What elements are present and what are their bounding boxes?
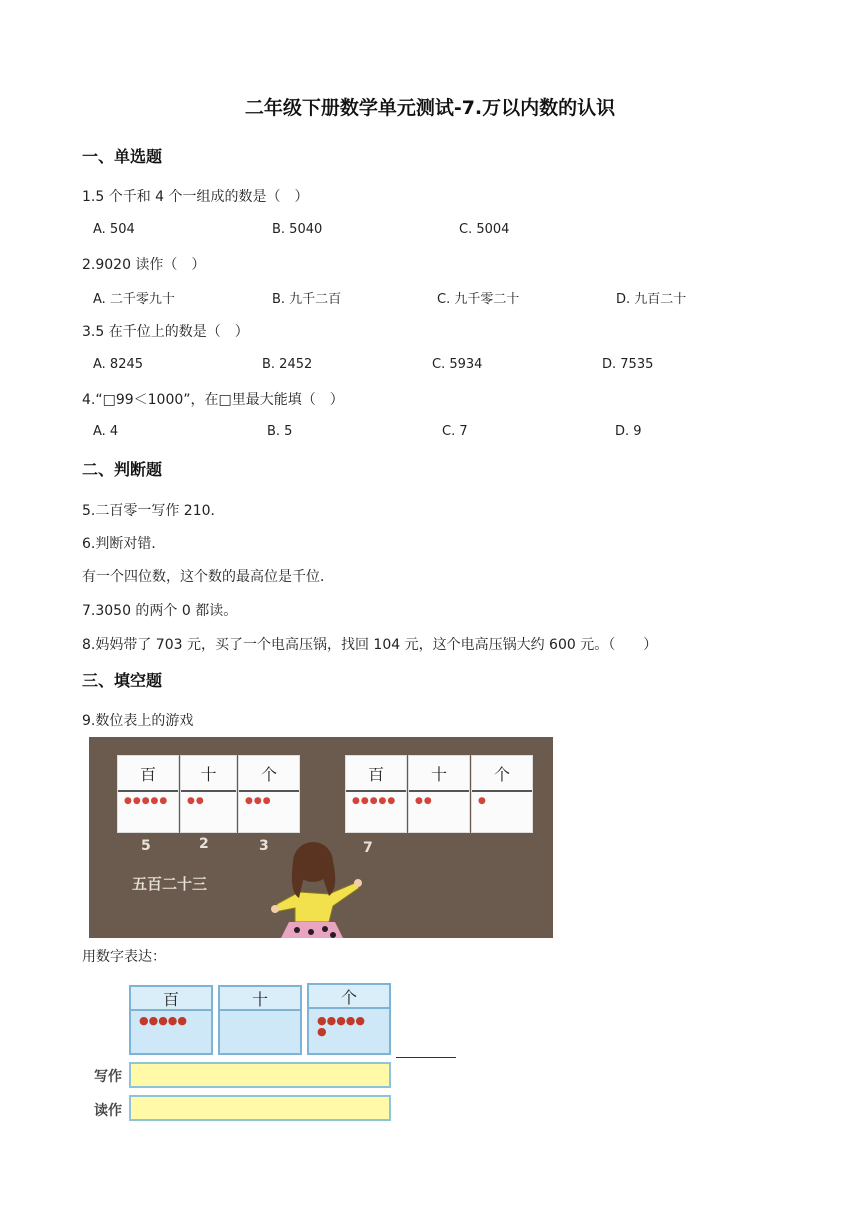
q4-option-b[interactable]: B. 5 (267, 424, 293, 439)
chalk-digit: 3 (259, 838, 269, 854)
q3-option-c[interactable]: C. 5934 (432, 357, 483, 372)
answer-hundreds-column (129, 985, 213, 1055)
board-right-ones (471, 755, 533, 833)
express-in-digits-prompt: 用数字表达： (82, 949, 166, 965)
question-4-stem: 4.“□99＜1000”，在□里最大能填（ ） (82, 392, 344, 408)
section-heading-true-false: 二、判断题 (82, 460, 163, 479)
girl-figure (259, 832, 369, 938)
bead-dots: ● (478, 796, 487, 806)
section-heading-single-choice: 一、单选题 (82, 147, 163, 166)
write-answer-box[interactable] (129, 1062, 391, 1088)
column-header: 百 (346, 756, 406, 792)
section-heading-fill-blank: 三、填空题 (82, 671, 163, 690)
question-2-stem: 2.9020 读作（ ） (82, 257, 206, 273)
write-label: 写作 (94, 1069, 122, 1085)
board-left-tens (180, 755, 237, 833)
q1-option-a[interactable]: A. 504 (93, 222, 135, 237)
question-1-stem: 1.5 个千和 4 个一组成的数是（ ） (82, 189, 309, 205)
board-left-table (117, 755, 301, 833)
chalk-digit: 7 (363, 840, 373, 856)
column-header: 百 (118, 756, 178, 792)
board-right-table (345, 755, 534, 833)
q4-option-d[interactable]: D. 9 (615, 424, 642, 439)
bead-dots: ●●● (245, 796, 272, 806)
question-9: 9.数位表上的游戏 (82, 713, 194, 729)
answer-ones-column (307, 983, 391, 1055)
board-left-hundreds (117, 755, 179, 833)
read-answer-box[interactable] (129, 1095, 391, 1121)
bead-dots: ● (317, 1025, 327, 1038)
question-6-statement: 有一个四位数，这个数的最高位是千位． (82, 569, 334, 585)
bead-dots: ●●●●● (317, 1014, 365, 1027)
place-value-board-illustration (89, 737, 553, 938)
bead-dots: ●● (415, 796, 433, 806)
question-7: 7.3050 的两个 0 都读。 (82, 603, 238, 619)
column-header: 个 (309, 985, 389, 1009)
page-title: 二年级下册数学单元测试-7.万以内数的认识 (244, 97, 616, 119)
bead-dots: ●● (187, 796, 205, 806)
q2-option-b[interactable]: B. 九千二百 (272, 292, 342, 307)
column-header: 百 (131, 987, 211, 1011)
column-header: 个 (472, 756, 532, 792)
answer-tens-column (218, 985, 302, 1055)
q3-option-b[interactable]: B. 2452 (262, 357, 313, 372)
board-left-ones (238, 755, 300, 833)
bead-dots: ●●●●● (139, 1014, 187, 1027)
question-3-stem: 3.5 在千位上的数是（ ） (82, 324, 249, 340)
chalk-digit: 2 (199, 836, 209, 852)
q1-option-b[interactable]: B. 5040 (272, 222, 323, 237)
q4-option-a[interactable]: A. 4 (93, 424, 119, 439)
column-header: 十 (220, 987, 300, 1011)
column-header: 十 (181, 756, 236, 792)
column-header: 十 (409, 756, 469, 792)
q2-option-a[interactable]: A. 二千零九十 (93, 292, 175, 307)
board-right-tens (408, 755, 470, 833)
q3-option-a[interactable]: A. 8245 (93, 357, 144, 372)
chalk-reading: 五百二十三 (132, 875, 208, 893)
column-header: 个 (239, 756, 299, 792)
q1-option-c[interactable]: C. 5004 (459, 222, 510, 237)
answer-blank-line[interactable] (396, 1057, 456, 1058)
chalk-digit: 5 (141, 838, 151, 854)
q4-option-c[interactable]: C. 7 (442, 424, 468, 439)
question-6: 6.判断对错． (82, 536, 166, 552)
q3-option-d[interactable]: D. 7535 (602, 357, 654, 372)
board-right-hundreds (345, 755, 407, 833)
bead-dots: ●●●●● (352, 796, 397, 806)
question-8: 8.妈妈带了 703 元，买了一个电高压锅，找回 104 元，这个电高压锅大约 600 元。（ ） (82, 637, 658, 653)
q2-option-c[interactable]: C. 九千零二十 (437, 292, 520, 307)
bead-dots: ●●●●● (124, 796, 169, 806)
question-5: 5.二百零一写作 210． (82, 503, 225, 519)
read-label: 读作 (94, 1103, 122, 1119)
q2-option-d[interactable]: D. 九百二十 (616, 292, 687, 307)
